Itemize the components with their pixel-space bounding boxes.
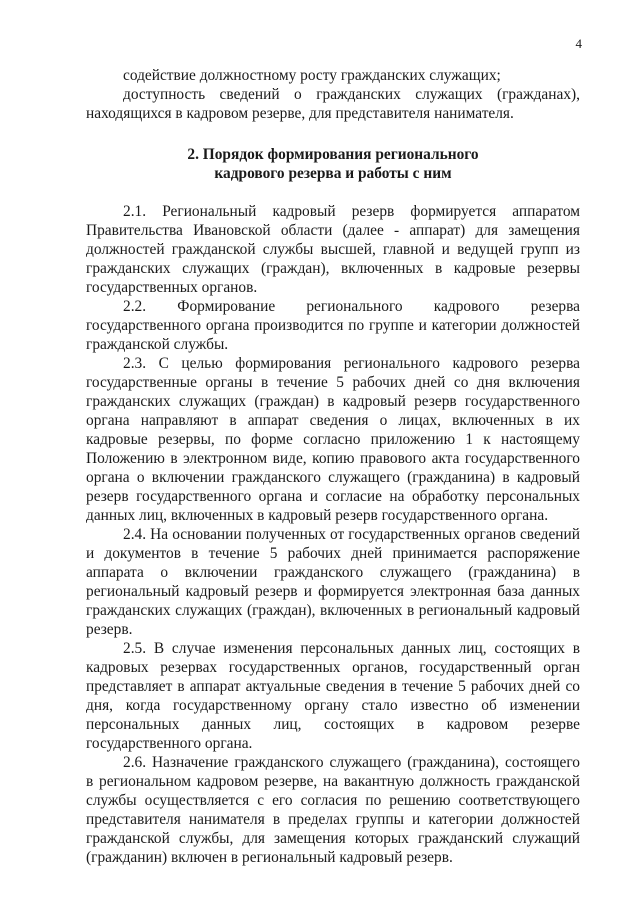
paragraph-2-1: 2.1. Региональный кадровый резерв формируется аппаратом Правительства Ивановской области (далее - аппарат) для замещения должностей гражданской службы высшей, главной и ведущей групп из гражданских служащих (граждан), включенных в кадровые резервы государственных органов. — [86, 203, 580, 296]
document-body — [86, 66, 580, 867]
paragraph-2-2: 2.2. Формирование регионального кадрового резерва государственного органа производится по группе и категории должностей гражданской службы. — [86, 298, 580, 353]
intro-paragraph-2: доступность сведений о гражданских служащих (гражданах), находящихся в кадровом резерве, для представителя нанимателя. — [86, 86, 580, 122]
page-number: 4 — [575, 36, 582, 51]
section-heading-line-1: 2. Порядок формирования регионального — [187, 146, 479, 163]
paragraph-2-5: 2.5. В случае изменения персональных данных лиц, состоящих в кадровых резервах государственных органов, государственный орган представляет в аппарат актуальные сведения в течение 5 рабочих дней со дня, когда государственному органу стало известно об изменении персональных данных лиц, состоящих в кадровом резерве государственного органа. — [86, 640, 580, 752]
section-heading — [86, 145, 580, 183]
paragraph-2-4: 2.4. На основании полученных от государственных органов сведений и документов в течение 5 рабочих дней принимается распоряжение аппарата о включении гражданского служащего (гражданина) в региональный кадровый резерв и формируется электронная база данных гражданских служащих (граждан), включенных в региональный кадровый резерв. — [86, 526, 580, 638]
intro-paragraph-1: содействие должностному росту гражданских служащих; — [123, 67, 501, 84]
paragraph-2-6: 2.6. Назначение гражданского служащего (гражданина), состоящего в региональном кадровом резерве, на вакантную должность гражданской службы осуществляется с его согласия по решению соответствующего представителя нанимателя в пределах группы и категории должностей гражданской службы, для замещения которых гражданский служащий (гражданин) включен в региональный кадровый резерв. — [86, 754, 580, 866]
section-heading-line-2: кадрового резерва и работы с ним — [214, 165, 452, 182]
paragraph-2-3: 2.3. С целью формирования регионального кадрового резерва государственные органы в течение 5 рабочих дней со дня включения гражданских служащих (граждан) в кадровый резерв государственного органа направляют в аппарат сведения о лицах, включенных в их кадровые резервы, по форме согласно приложению 1 к настоящему Положению в электронном виде, копию правового акта государственного органа о включении гражданского служащего (гражданина) в кадровый резерв государственного органа и согласие на обработку персональных данных лиц, включенных в кадровый резерв государственного органа. — [86, 355, 580, 524]
